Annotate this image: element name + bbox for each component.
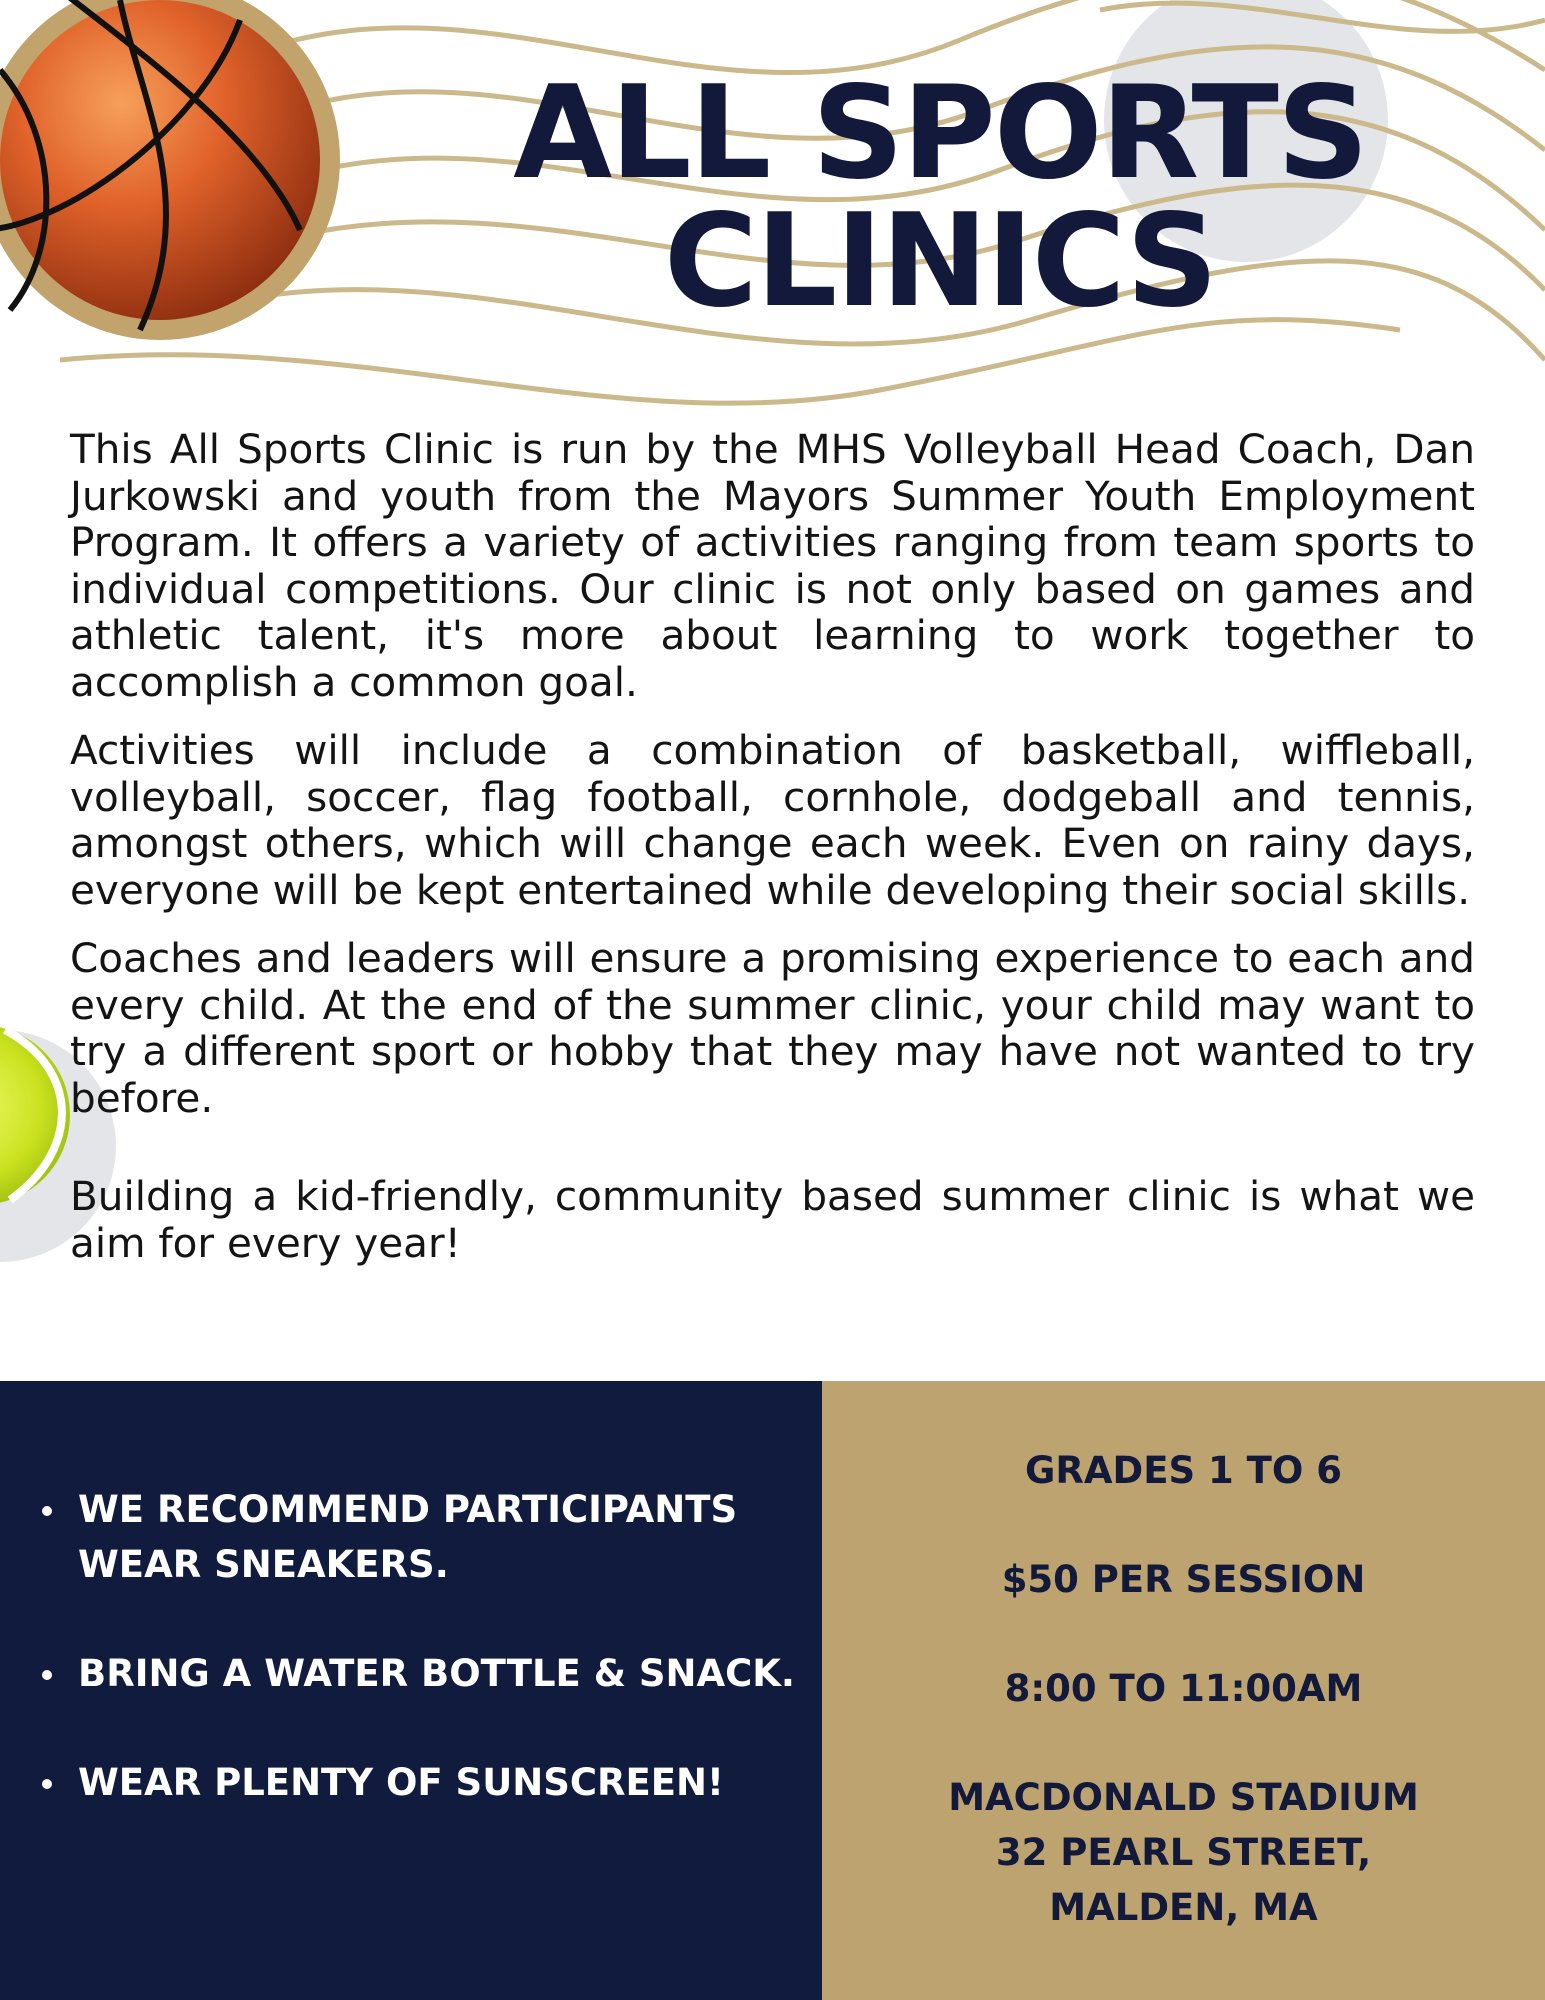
tip-water-bottle: BRING A WATER BOTTLE & SNACK. xyxy=(40,1646,800,1701)
title-line-2: CLINICS xyxy=(663,187,1217,336)
venue-name: MACDONALD STADIUM xyxy=(948,1776,1419,1819)
title-line-1: ALL SPORTS xyxy=(513,59,1367,208)
intro-paragraph-2: Activities will include a combination of basketball, wiffleball, volleyball, soccer, flag football, cornhole, dodgeball and tennis, amongst others, which will change each week. Even on rainy days, everyone will be kept entertained while developing their social skills. xyxy=(70,726,1475,914)
intro-text xyxy=(70,426,1475,1288)
details-list xyxy=(822,1443,1545,1935)
grades-info: GRADES 1 TO 6 xyxy=(1025,1449,1342,1492)
tip-sneakers: WE RECOMMEND PARTICIPANTS WEAR SNEAKERS. xyxy=(40,1482,800,1592)
tips-list xyxy=(40,1482,800,1864)
basketball-icon xyxy=(0,0,340,340)
intro-paragraph-4: Building a kid-friendly, community based summer clinic is what we aim for every year! xyxy=(70,1172,1475,1267)
time-info: 8:00 TO 11:00AM xyxy=(1004,1667,1363,1710)
page-title xyxy=(380,59,1500,336)
price-info: $50 PER SESSION xyxy=(1001,1558,1366,1601)
tip-sunscreen: WEAR PLENTY OF SUNSCREEN! xyxy=(40,1755,800,1810)
intro-paragraph-3: Coaches and leaders will ensure a promising experience to each and every child. At the end of the summer clinic, your child may want to try a different sport or hobby that they may have not wanted to try before. xyxy=(70,934,1475,1122)
intro-paragraph-1: This All Sports Clinic is run by the MHS Volleyball Head Coach, Dan Jurkowski and youth from the Mayors Summer Youth Employment Program. It offers a variety of activities ranging from team sports to individual competitions. Our clinic is not only based on games and athletic talent, it's more about learning to work together to accomplish a common goal. xyxy=(70,425,1475,706)
venue-city: MALDEN, MA xyxy=(1049,1886,1318,1929)
venue-street: 32 PEARL STREET, xyxy=(995,1831,1372,1874)
